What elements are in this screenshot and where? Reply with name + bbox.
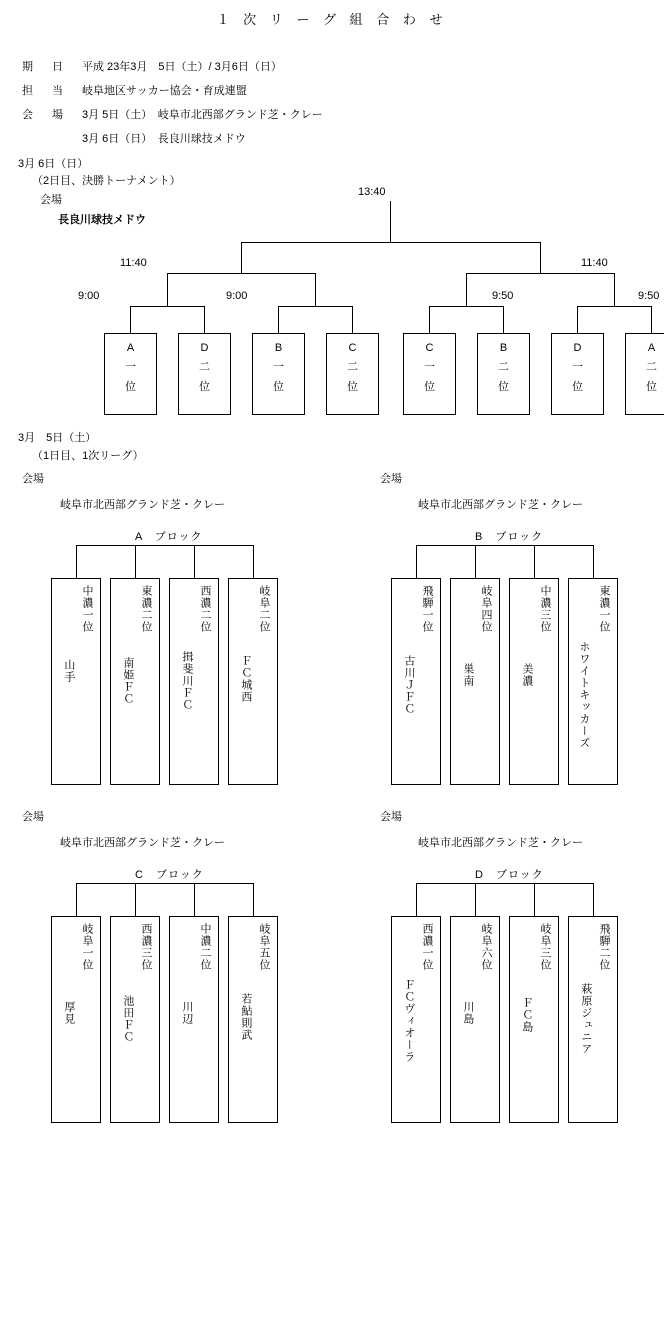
bracket-drop-6 [503,306,504,333]
block-d-stem-1 [416,883,417,916]
bracket-line-semi-left [167,273,315,274]
block-b-stem-1 [416,545,417,578]
block-c-stem-4 [253,883,254,916]
team-seed-a2: 東濃二位 [140,585,152,633]
time-q4: 9:50 [638,290,660,302]
team-box-c3 [169,916,219,1123]
info-label-0: 期 日 [22,61,67,73]
bracket-slot-4-line3: 位 [347,381,358,393]
team-box-d4 [568,916,618,1123]
team-name-a3: 揖斐川ＦＣ [180,651,193,711]
bracket-slot-1-line3: 位 [125,381,136,393]
bracket-line-final-right [540,242,541,273]
block-c-stem-3 [194,883,195,916]
bracket-slot-6-line2: 二 [498,361,509,373]
bracket-slot-4-line1: C [348,342,357,354]
team-name-d2: 川島 [461,1001,474,1025]
team-box-b3 [509,578,559,785]
bracket-drop-8 [651,306,652,333]
team-box-c1 [51,916,101,1123]
bracket-line-final-left [241,242,242,273]
venue-name-a: 岐阜市北西部グランド芝・クレー [60,499,225,511]
block-b-stem-3 [534,545,535,578]
team-seed-c4: 岐阜五位 [258,923,270,971]
team-name-d3: ＦＣ島 [520,997,533,1033]
team-box-a2 [110,578,160,785]
team-seed-a3: 西濃二位 [199,585,211,633]
block-label-a: A ブロック [135,531,203,543]
bracket-drop-2 [204,306,205,333]
team-name-a4: ＦＣ城西 [239,655,252,703]
venue-name-b: 岐阜市北西部グランド芝・クレー [418,499,583,511]
bracket-drop-3 [278,306,279,333]
block-d-top-line [416,883,593,884]
team-seed-a4: 岐阜二位 [258,585,270,633]
team-seed-d4: 飛騨二位 [598,923,610,971]
time-final: 13:40 [358,186,386,198]
bracket-slot-4 [326,333,379,415]
bracket-line-final-stem [390,201,391,242]
bracket-slot-2-line2: 二 [199,361,210,373]
team-seed-b4: 東濃一位 [598,585,610,633]
team-seed-d2: 岐阜六位 [480,923,492,971]
block-label-d: D ブロック [475,869,544,881]
block-label-b: B ブロック [475,531,544,543]
info-value-3: 3月 6日（日） 長良川球技メドウ [82,133,246,145]
bracket-slot-3-line1: B [274,342,283,354]
bracket-line-semi-right [466,273,614,274]
block-a-top-line [76,545,253,546]
block-d-stem-3 [534,883,535,916]
team-box-c4 [228,916,278,1123]
page-title: １ 次 リ ー グ 組 合 わ せ [216,12,448,27]
team-name-c2: 池田ＦＣ [121,995,134,1043]
bracket-line-q2-stem [315,273,316,306]
block-label-c: C ブロック [135,869,204,881]
bracket-slot-7-line2: 一 [572,361,583,373]
team-seed-d3: 岐阜三位 [539,923,551,971]
bracket-slot-8-line3: 位 [646,381,657,393]
venue-label-b: 会場 [380,473,402,485]
bracket-slot-8-line1: A [647,342,656,354]
bracket-slot-6-line3: 位 [498,381,509,393]
team-seed-d1: 西濃一位 [421,923,433,971]
bracket-slot-1-line2: 一 [125,361,136,373]
team-name-c1: 厚見 [62,1001,75,1025]
team-box-b4 [568,578,618,785]
info-label-2: 会 場 [22,109,67,121]
bracket-drop-7 [577,306,578,333]
block-a-stem-1 [76,545,77,578]
team-seed-c2: 西濃三位 [140,923,152,971]
venue-name-d: 岐阜市北西部グランド芝・クレー [418,837,583,849]
team-box-a4 [228,578,278,785]
day2-venue-name: 長良川球技メドウ [58,214,146,226]
bracket-slot-7 [551,333,604,415]
bracket-slot-1 [104,333,157,415]
info-value-1: 岐阜地区サッカー協会・育成連盟 [82,85,247,97]
block-a-stem-4 [253,545,254,578]
info-label-1: 担 当 [22,85,67,97]
team-box-a3 [169,578,219,785]
time-q1: 9:00 [78,290,100,302]
bracket-line-final [241,242,540,243]
venue-label-d: 会場 [380,811,402,823]
venue-label-a: 会場 [22,473,44,485]
block-c-stem-1 [76,883,77,916]
bracket-slot-8 [625,333,664,415]
bracket-drop-5 [429,306,430,333]
bracket-line-q2 [278,306,352,307]
team-name-b3: 美濃 [520,663,533,687]
bracket-drop-1 [130,306,131,333]
bracket-slot-4-line2: 二 [347,361,358,373]
bracket-slot-3-line3: 位 [273,381,284,393]
block-b-top-line [416,545,593,546]
bracket-slot-2-line3: 位 [199,381,210,393]
bracket-line-q1 [130,306,204,307]
team-seed-b2: 岐阜四位 [480,585,492,633]
team-box-d2 [450,916,500,1123]
venue-label-c: 会場 [22,811,44,823]
team-name-c4: 若鮎則武 [239,993,252,1041]
bracket-line-q3-stem [466,273,467,306]
block-b-stem-2 [475,545,476,578]
bracket-line-q1-stem [167,273,168,306]
day2-sub: （2日目、決勝トーナメント） [32,175,181,187]
bracket-slot-7-line3: 位 [572,381,583,393]
team-name-d4: 萩原ジュニア [579,983,592,1055]
block-a-stem-2 [135,545,136,578]
bracket-line-q3 [429,306,503,307]
bracket-slot-7-line1: D [573,342,582,354]
team-seed-c3: 中濃二位 [199,923,211,971]
time-semi-right: 11:40 [581,257,608,269]
bracket-drop-4 [352,306,353,333]
info-value-0: 平成 23年3月 5日（土）/ 3月6日（日） [82,61,282,73]
bracket-slot-3-line2: 一 [273,361,284,373]
team-seed-b3: 中濃三位 [539,585,551,633]
bracket-slot-2 [178,333,231,415]
team-box-a1 [51,578,101,785]
team-box-b2 [450,578,500,785]
block-b-stem-4 [593,545,594,578]
team-seed-b1: 飛騨一位 [421,585,433,633]
time-q3: 9:50 [492,290,514,302]
team-box-c2 [110,916,160,1123]
block-c-stem-2 [135,883,136,916]
team-name-a2: 南姫ＦＣ [121,657,134,705]
time-semi-left: 11:40 [120,257,147,269]
info-value-2: 3月 5日（土） 岐阜市北西部グランド芝・クレー [82,109,323,121]
team-seed-c1: 岐阜一位 [81,923,93,971]
team-seed-a1: 中濃一位 [81,585,93,633]
bracket-slot-6-line1: B [499,342,508,354]
block-c-top-line [76,883,253,884]
bracket-slot-8-line2: 二 [646,361,657,373]
team-name-c3: 川辺 [180,1001,193,1025]
bracket-slot-6 [477,333,530,415]
block-d-stem-2 [475,883,476,916]
bracket-slot-3 [252,333,305,415]
team-box-d3 [509,916,559,1123]
time-q2: 9:00 [226,290,248,302]
bracket-slot-1-line1: A [126,342,135,354]
bracket-slot-5 [403,333,456,415]
bracket-slot-2-line1: D [200,342,209,354]
team-box-d1 [391,916,441,1123]
bracket-line-q4 [577,306,651,307]
venue-name-c: 岐阜市北西部グランド芝・クレー [60,837,225,849]
block-a-stem-3 [194,545,195,578]
bracket-slot-5-line2: 一 [424,361,435,373]
day2-venue-label: 会場 [40,194,62,206]
team-name-a1: 山手 [62,659,75,683]
day1-heading: 3月 5日（土） [18,432,97,444]
day2-heading: 3月 6日（日） [18,158,89,170]
team-name-b4: ホワイトキッカーズ [577,641,590,749]
block-d-stem-4 [593,883,594,916]
team-box-b1 [391,578,441,785]
team-name-d1: ＦＣヴィオーラ [402,979,415,1063]
team-name-b2: 巣南 [461,663,474,687]
bracket-slot-5-line1: C [425,342,434,354]
team-name-b1: 古川ＪＦＣ [402,655,415,715]
bracket-line-q4-stem [614,273,615,306]
day1-sub: （1日目、1次リーグ） [32,450,144,462]
bracket-slot-5-line3: 位 [424,381,435,393]
